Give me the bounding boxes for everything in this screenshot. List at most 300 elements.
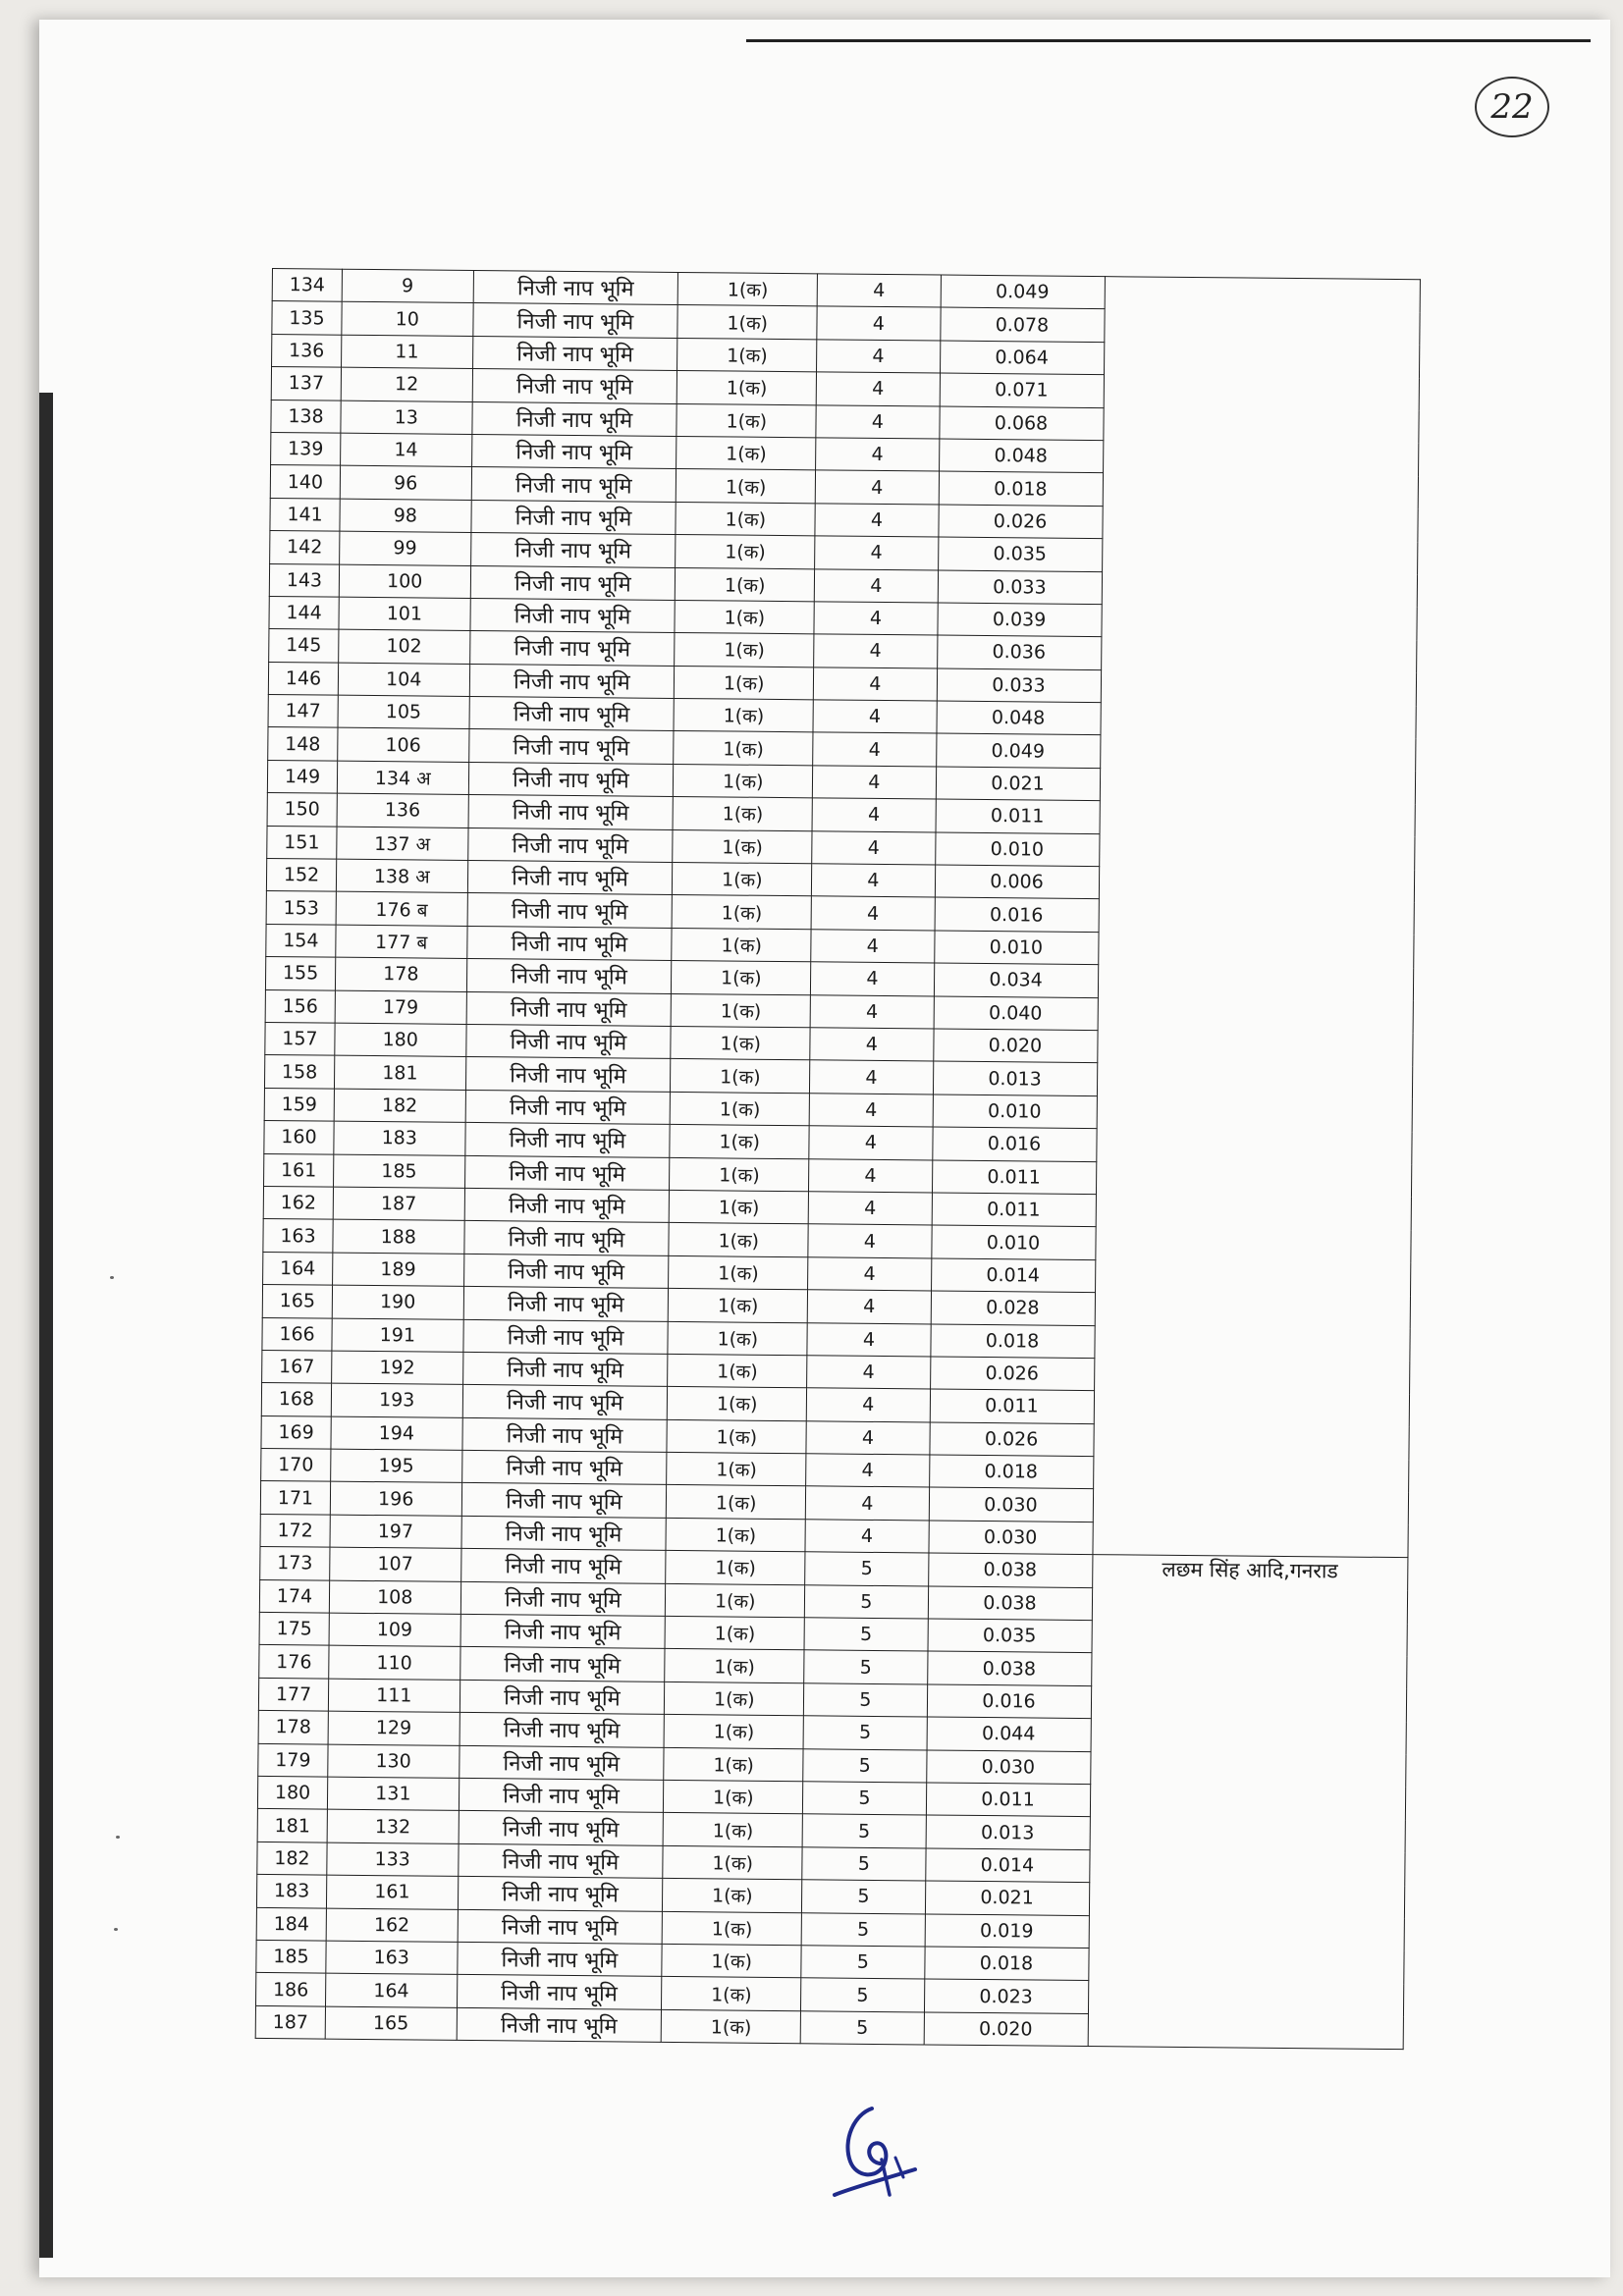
- serial-cell: 134: [272, 269, 342, 302]
- unit-cell: 4: [812, 864, 936, 898]
- category-cell: 1(क): [676, 403, 816, 438]
- plot-number-cell: 107: [330, 1547, 461, 1581]
- area-cell: 0.006: [935, 865, 1099, 899]
- category-cell: 1(क): [667, 1485, 806, 1520]
- unit-cell: 4: [813, 766, 937, 800]
- plot-number-cell: 163: [326, 1941, 458, 1975]
- plot-number-cell: 9: [342, 269, 473, 303]
- land-type-cell: निजी नाप भूमि: [466, 991, 672, 1026]
- area-cell: 0.036: [937, 635, 1101, 669]
- category-cell: 1(क): [675, 633, 814, 667]
- category-cell: 1(क): [677, 305, 817, 340]
- plot-number-cell: 131: [327, 1777, 459, 1811]
- plot-number-cell: 104: [338, 663, 469, 697]
- plot-number-cell: 96: [340, 466, 471, 501]
- unit-cell: 4: [805, 1520, 929, 1554]
- serial-cell: 164: [263, 1252, 333, 1285]
- category-cell: 1(क): [677, 272, 817, 306]
- category-cell: 1(क): [668, 1354, 807, 1388]
- land-type-cell: निजी नाप भूमि: [462, 1385, 668, 1419]
- table-body: [255, 269, 1420, 2050]
- area-cell: 0.026: [930, 1357, 1094, 1391]
- land-type-cell: निजी नाप भूमि: [460, 1680, 665, 1714]
- unit-cell: 4: [807, 1356, 931, 1390]
- unit-cell: 4: [807, 1322, 931, 1357]
- serial-cell: 163: [263, 1219, 333, 1253]
- unit-cell: 4: [812, 798, 936, 832]
- unit-cell: 4: [806, 1486, 930, 1521]
- area-cell: 0.010: [935, 832, 1099, 867]
- unit-cell: 4: [815, 536, 939, 570]
- category-cell: 1(क): [674, 731, 813, 766]
- area-cell: 0.048: [939, 439, 1103, 473]
- land-type-cell: निजी नाप भूमि: [469, 664, 675, 698]
- area-cell: 0.030: [929, 1487, 1093, 1522]
- plot-number-cell: 165: [325, 2006, 457, 2041]
- unit-cell: 4: [808, 1224, 932, 1258]
- serial-cell: 170: [261, 1449, 331, 1482]
- area-cell: 0.044: [927, 1717, 1091, 1751]
- area-cell: 0.030: [928, 1521, 1092, 1555]
- category-cell: 1(क): [670, 1157, 809, 1192]
- serial-cell: 175: [259, 1612, 329, 1645]
- plot-number-cell: 179: [335, 990, 466, 1025]
- area-cell: 0.018: [929, 1455, 1093, 1489]
- land-type-cell: निजी नाप भूमि: [462, 1352, 668, 1386]
- serial-cell: 173: [260, 1547, 330, 1580]
- category-cell: 1(क): [676, 535, 815, 569]
- land-type-cell: निजी नाप भूमि: [460, 1647, 665, 1682]
- land-type-cell: निजी नाप भूमि: [463, 1221, 669, 1255]
- plot-number-cell: 187: [333, 1187, 464, 1221]
- category-cell: 1(क): [662, 1944, 801, 1978]
- serial-cell: 148: [268, 727, 338, 761]
- plot-number-cell: 178: [335, 957, 466, 991]
- plot-number-cell: 195: [331, 1449, 462, 1483]
- category-cell: 1(क): [671, 1059, 810, 1094]
- scan-speck: [114, 1928, 118, 1931]
- serial-cell: 160: [264, 1121, 334, 1154]
- serial-cell: 147: [268, 695, 338, 728]
- unit-cell: 4: [811, 962, 935, 996]
- serial-cell: 141: [270, 498, 340, 531]
- plot-number-cell: 11: [341, 335, 472, 369]
- land-type-cell: निजी नाप भूमि: [470, 565, 676, 600]
- land-type-cell: निजी नाप भूमि: [470, 533, 676, 567]
- land-type-cell: निजी नाप भूमि: [465, 1057, 671, 1092]
- area-cell: 0.013: [933, 1061, 1097, 1095]
- area-cell: 0.011: [932, 1193, 1096, 1227]
- category-cell: 1(क): [672, 961, 811, 995]
- plot-number-cell: 129: [328, 1711, 460, 1745]
- unit-cell: 5: [804, 1618, 928, 1652]
- land-type-cell: निजी नाप भूमि: [468, 795, 674, 829]
- category-cell: 1(क): [671, 1026, 810, 1060]
- plot-number-cell: 180: [335, 1023, 466, 1057]
- land-type-cell: निजी नाप भूमि: [457, 1942, 662, 1976]
- area-cell: 0.035: [938, 537, 1102, 571]
- plot-number-cell: 185: [333, 1154, 464, 1189]
- serial-cell: 137: [271, 367, 341, 400]
- serial-cell: 143: [269, 563, 339, 597]
- plot-number-cell: 193: [331, 1383, 462, 1417]
- unit-cell: 4: [816, 372, 940, 406]
- land-type-cell: निजी नाप भूमि: [463, 1254, 669, 1288]
- land-type-cell: निजी नाप भूमि: [467, 828, 673, 862]
- plot-number-cell: 176 ब: [336, 892, 467, 927]
- land-type-cell: निजी नाप भूमि: [460, 1581, 666, 1616]
- category-cell: 1(क): [672, 928, 811, 962]
- category-cell: 1(क): [673, 862, 812, 896]
- plot-number-cell: 164: [325, 1973, 457, 2007]
- area-cell: 0.010: [931, 1225, 1095, 1259]
- land-type-cell: निजी नाप भूमि: [458, 1843, 663, 1878]
- area-cell: 0.026: [938, 505, 1102, 539]
- area-cell: 0.026: [929, 1422, 1093, 1457]
- scan-speck: [110, 1276, 114, 1279]
- area-cell: 0.020: [933, 1029, 1097, 1063]
- serial-cell: 178: [258, 1711, 328, 1744]
- category-cell: 1(क): [673, 797, 812, 831]
- serial-cell: 156: [265, 989, 335, 1023]
- serial-cell: 184: [256, 1907, 326, 1941]
- page-number: 22: [1475, 77, 1549, 137]
- unit-cell: 4: [817, 274, 941, 308]
- top-edge-line: [746, 39, 1591, 42]
- area-cell: 0.038: [927, 1651, 1091, 1685]
- area-cell: 0.021: [925, 1881, 1089, 1915]
- land-type-cell: निजी नाप भूमि: [461, 1483, 667, 1518]
- land-type-cell: निजी नाप भूमि: [467, 893, 673, 928]
- land-type-cell: निजी नाप भूमि: [471, 401, 676, 436]
- area-cell: 0.040: [934, 996, 1098, 1031]
- plot-number-cell: 188: [333, 1219, 464, 1254]
- category-cell: 1(क): [663, 1813, 802, 1847]
- plot-number-cell: 191: [332, 1318, 463, 1353]
- unit-cell: 5: [802, 1814, 926, 1848]
- serial-cell: 155: [265, 957, 335, 990]
- land-type-cell: निजी नाप भूमि: [460, 1614, 666, 1648]
- serial-cell: 182: [257, 1842, 327, 1875]
- unit-cell: 4: [815, 470, 939, 505]
- plot-number-cell: 109: [329, 1613, 460, 1647]
- land-type-cell: निजी नाप भूमि: [473, 270, 678, 304]
- unit-cell: 5: [804, 1683, 928, 1718]
- plot-number-cell: 196: [330, 1482, 461, 1517]
- plot-number-cell: 100: [339, 564, 470, 599]
- plot-number-cell: 182: [334, 1089, 465, 1123]
- land-type-cell: निजी नाप भूमि: [459, 1811, 664, 1845]
- serial-cell: 165: [262, 1285, 332, 1318]
- category-cell: 1(क): [665, 1616, 804, 1650]
- land-type-cell: निजी नाप भूमि: [458, 1909, 663, 1944]
- category-cell: 1(क): [675, 666, 814, 700]
- area-cell: 0.078: [940, 307, 1104, 342]
- serial-cell: 183: [256, 1875, 326, 1908]
- plot-number-cell: 194: [331, 1416, 462, 1451]
- serial-cell: 166: [262, 1317, 332, 1351]
- area-cell: 0.038: [928, 1553, 1092, 1587]
- category-cell: 1(क): [669, 1190, 808, 1224]
- land-type-cell: निजी नाप भूमि: [469, 697, 675, 731]
- plot-number-cell: 134 अ: [337, 761, 468, 795]
- area-cell: 0.030: [926, 1750, 1090, 1785]
- serial-cell: 150: [267, 793, 337, 827]
- area-cell: 0.014: [931, 1258, 1095, 1293]
- land-type-cell: निजी नाप भूमि: [468, 762, 674, 796]
- unit-cell: 4: [808, 1257, 932, 1292]
- serial-cell: 179: [258, 1743, 328, 1777]
- category-cell: 1(क): [673, 829, 812, 864]
- serial-cell: 157: [265, 1022, 335, 1055]
- category-cell: 1(क): [662, 1977, 801, 2011]
- land-type-cell: निजी नाप भूमि: [464, 1188, 670, 1222]
- serial-cell: 139: [271, 432, 341, 465]
- land-type-cell: निजी नाप भूमि: [472, 336, 677, 370]
- unit-cell: 4: [815, 504, 939, 538]
- category-cell: 1(क): [662, 1911, 801, 1946]
- unit-cell: 4: [813, 700, 937, 734]
- area-cell: 0.049: [941, 275, 1105, 309]
- unit-cell: 4: [810, 1060, 934, 1095]
- land-type-cell: निजी नाप भूमि: [469, 631, 675, 666]
- serial-cell: 167: [262, 1350, 332, 1383]
- plot-number-cell: 161: [326, 1875, 458, 1909]
- land-type-cell: निजी नाप भूमि: [458, 1877, 663, 1911]
- land-type-cell: निजी नाप भूमि: [465, 1024, 671, 1058]
- unit-cell: 5: [800, 2010, 924, 2045]
- unit-cell: 4: [809, 1094, 933, 1128]
- plot-number-cell: 98: [340, 499, 471, 533]
- unit-cell: 4: [806, 1454, 930, 1488]
- land-type-cell: निजी नाप भूमि: [471, 467, 676, 502]
- plot-number-cell: 177 ब: [336, 925, 467, 959]
- land-type-cell: निजी नाप भूमि: [471, 434, 676, 468]
- category-cell: 1(क): [668, 1321, 807, 1356]
- category-cell: 1(क): [669, 1223, 808, 1257]
- unit-cell: 5: [803, 1782, 927, 1816]
- serial-cell: 186: [256, 1973, 326, 2006]
- document-page: [39, 20, 1610, 2277]
- land-type-cell: निजी नाप भूमि: [459, 1778, 664, 1812]
- serial-cell: 146: [268, 662, 338, 695]
- area-cell: 0.033: [938, 570, 1102, 605]
- unit-cell: 4: [816, 404, 940, 439]
- area-cell: 0.010: [934, 931, 1098, 965]
- serial-cell: 169: [261, 1415, 331, 1449]
- serial-cell: 158: [264, 1055, 334, 1089]
- land-type-cell: निजी नाप भूमि: [457, 1975, 662, 2009]
- category-cell: 1(क): [665, 1649, 804, 1683]
- land-type-cell: निजी नाप भूमि: [470, 500, 676, 534]
- scan-edge-shadow: [39, 393, 53, 2258]
- land-type-cell: निजी नाप भूमि: [466, 959, 672, 993]
- serial-cell: 149: [267, 760, 337, 793]
- unit-cell: 4: [817, 306, 941, 341]
- owner-cell-empty: [1092, 277, 1420, 1558]
- land-type-cell: निजी नाप भूमि: [468, 729, 674, 764]
- land-type-cell: निजी नाप भूमि: [467, 860, 673, 894]
- land-type-cell: निजी नाप भूमि: [462, 1417, 668, 1452]
- land-type-cell: निजी नाप भूमि: [465, 1090, 671, 1124]
- area-cell: 0.038: [928, 1586, 1092, 1621]
- land-type-cell: निजी नाप भूमि: [464, 1155, 670, 1190]
- serial-cell: 174: [259, 1579, 329, 1613]
- category-cell: 1(क): [666, 1583, 805, 1618]
- category-cell: 1(क): [664, 1780, 803, 1814]
- signature-mark: [825, 2101, 923, 2209]
- category-cell: 1(क): [661, 2009, 800, 2044]
- area-cell: 0.034: [934, 963, 1098, 997]
- plot-number-cell: 138 अ: [336, 859, 467, 893]
- plot-number-cell: 12: [341, 367, 472, 401]
- unit-cell: 5: [804, 1650, 928, 1684]
- unit-cell: 4: [812, 830, 936, 865]
- area-cell: 0.035: [928, 1619, 1092, 1653]
- area-cell: 0.019: [925, 1913, 1089, 1948]
- serial-cell: 176: [259, 1645, 329, 1679]
- plot-number-cell: 136: [337, 793, 468, 828]
- area-cell: 0.018: [930, 1323, 1094, 1358]
- area-cell: 0.049: [936, 733, 1100, 768]
- serial-cell: 181: [257, 1809, 327, 1842]
- unit-cell: 4: [809, 1158, 933, 1193]
- plot-number-cell: 189: [333, 1253, 464, 1287]
- serial-cell: 162: [263, 1186, 333, 1219]
- land-type-cell: निजी नाप भूमि: [461, 1516, 667, 1550]
- serial-cell: 172: [260, 1514, 330, 1547]
- unit-cell: 4: [808, 1192, 932, 1226]
- unit-cell: 4: [814, 602, 938, 636]
- area-cell: 0.011: [930, 1389, 1094, 1423]
- area-cell: 0.068: [939, 406, 1103, 441]
- plot-number-cell: 197: [330, 1515, 461, 1549]
- serial-cell: 180: [257, 1776, 327, 1809]
- area-cell: 0.023: [924, 1979, 1088, 2013]
- unit-cell: 4: [810, 1028, 934, 1062]
- plot-number-cell: 108: [329, 1580, 460, 1615]
- area-cell: 0.016: [935, 897, 1099, 932]
- category-cell: 1(क): [667, 1419, 806, 1454]
- area-cell: 0.013: [926, 1815, 1090, 1849]
- unit-cell: 4: [810, 994, 934, 1029]
- unit-cell: 4: [816, 438, 940, 472]
- plot-number-cell: 111: [328, 1679, 460, 1713]
- unit-cell: 4: [814, 634, 938, 668]
- plot-number-cell: 183: [334, 1121, 465, 1155]
- land-record-table: [255, 268, 1421, 2050]
- serial-cell: 177: [258, 1678, 328, 1711]
- unit-cell: 4: [806, 1420, 930, 1455]
- unit-cell: 4: [807, 1290, 931, 1324]
- unit-cell: 5: [801, 1946, 925, 1980]
- category-cell: 1(क): [676, 502, 815, 536]
- unit-cell: 4: [811, 896, 935, 931]
- category-cell: 1(क): [664, 1747, 803, 1782]
- category-cell: 1(क): [670, 1125, 809, 1159]
- unit-cell: 5: [802, 1847, 926, 1882]
- unit-cell: 4: [817, 340, 941, 374]
- land-type-cell: निजी नाप भूमि: [466, 926, 672, 960]
- serial-cell: 171: [260, 1481, 330, 1515]
- plot-number-cell: 130: [328, 1744, 460, 1779]
- serial-cell: 161: [264, 1153, 334, 1187]
- area-cell: 0.048: [936, 701, 1100, 735]
- land-type-cell: निजी नाप भूमि: [462, 1319, 668, 1354]
- area-cell: 0.018: [924, 1947, 1088, 1981]
- plot-number-cell: 14: [341, 433, 472, 467]
- serial-cell: 187: [255, 2005, 325, 2039]
- unit-cell: 4: [813, 732, 937, 767]
- unit-cell: 5: [802, 1880, 926, 1914]
- serial-cell: 151: [267, 826, 337, 859]
- plot-number-cell: 181: [334, 1056, 465, 1091]
- area-cell: 0.011: [932, 1160, 1096, 1195]
- unit-cell: 5: [805, 1584, 929, 1619]
- plot-number-cell: 10: [342, 302, 473, 337]
- owner-cell: [1088, 1555, 1408, 2050]
- category-cell: 1(क): [676, 469, 816, 504]
- plot-number-cell: 137 अ: [337, 827, 468, 861]
- area-cell: 0.018: [939, 471, 1103, 506]
- category-cell: 1(क): [676, 567, 815, 602]
- scan-speck: [116, 1836, 120, 1839]
- land-type-cell: निजी नाप भूमि: [457, 2007, 662, 2042]
- category-cell: 1(क): [672, 895, 811, 930]
- serial-cell: 168: [261, 1383, 331, 1416]
- category-cell: 1(क): [674, 764, 813, 798]
- plot-number-cell: 162: [326, 1908, 458, 1943]
- category-cell: 1(क): [677, 338, 817, 372]
- plot-number-cell: 99: [340, 531, 471, 565]
- category-cell: 1(क): [674, 699, 813, 733]
- serial-cell: 185: [256, 1940, 326, 1973]
- serial-cell: 140: [270, 465, 340, 499]
- serial-cell: 154: [266, 924, 336, 957]
- unit-cell: 5: [803, 1748, 927, 1783]
- serial-cell: 138: [271, 400, 341, 433]
- plot-number-cell: 133: [327, 1842, 459, 1877]
- land-type-cell: निजी नाप भूमि: [460, 1549, 666, 1583]
- unit-cell: 4: [807, 1388, 931, 1422]
- serial-cell: 136: [272, 334, 342, 367]
- area-cell: 0.033: [937, 668, 1101, 703]
- plot-number-cell: 102: [339, 629, 470, 664]
- serial-cell: 142: [270, 531, 340, 564]
- area-cell: 0.039: [937, 603, 1101, 637]
- unit-cell: 4: [811, 930, 935, 964]
- category-cell: 1(क): [664, 1715, 803, 1749]
- area-cell: 0.064: [940, 341, 1104, 375]
- plot-number-cell: 106: [338, 728, 469, 763]
- land-type-cell: निजी नाप भूमि: [472, 303, 677, 338]
- area-cell: 0.016: [927, 1684, 1091, 1719]
- unit-cell: 5: [801, 1912, 925, 1947]
- area-cell: 0.014: [925, 1848, 1089, 1883]
- unit-cell: 4: [815, 568, 939, 603]
- category-cell: 1(क): [663, 1845, 802, 1880]
- unit-cell: 5: [803, 1716, 927, 1750]
- category-cell: 1(क): [667, 1452, 806, 1486]
- area-cell: 0.010: [933, 1095, 1097, 1129]
- plot-number-cell: 192: [332, 1351, 463, 1385]
- serial-cell: 145: [269, 629, 339, 663]
- area-cell: 0.016: [932, 1127, 1096, 1161]
- category-cell: 1(क): [663, 1879, 802, 1913]
- category-cell: 1(क): [669, 1289, 808, 1323]
- area-cell: 0.011: [936, 799, 1100, 833]
- category-cell: 1(क): [666, 1518, 805, 1552]
